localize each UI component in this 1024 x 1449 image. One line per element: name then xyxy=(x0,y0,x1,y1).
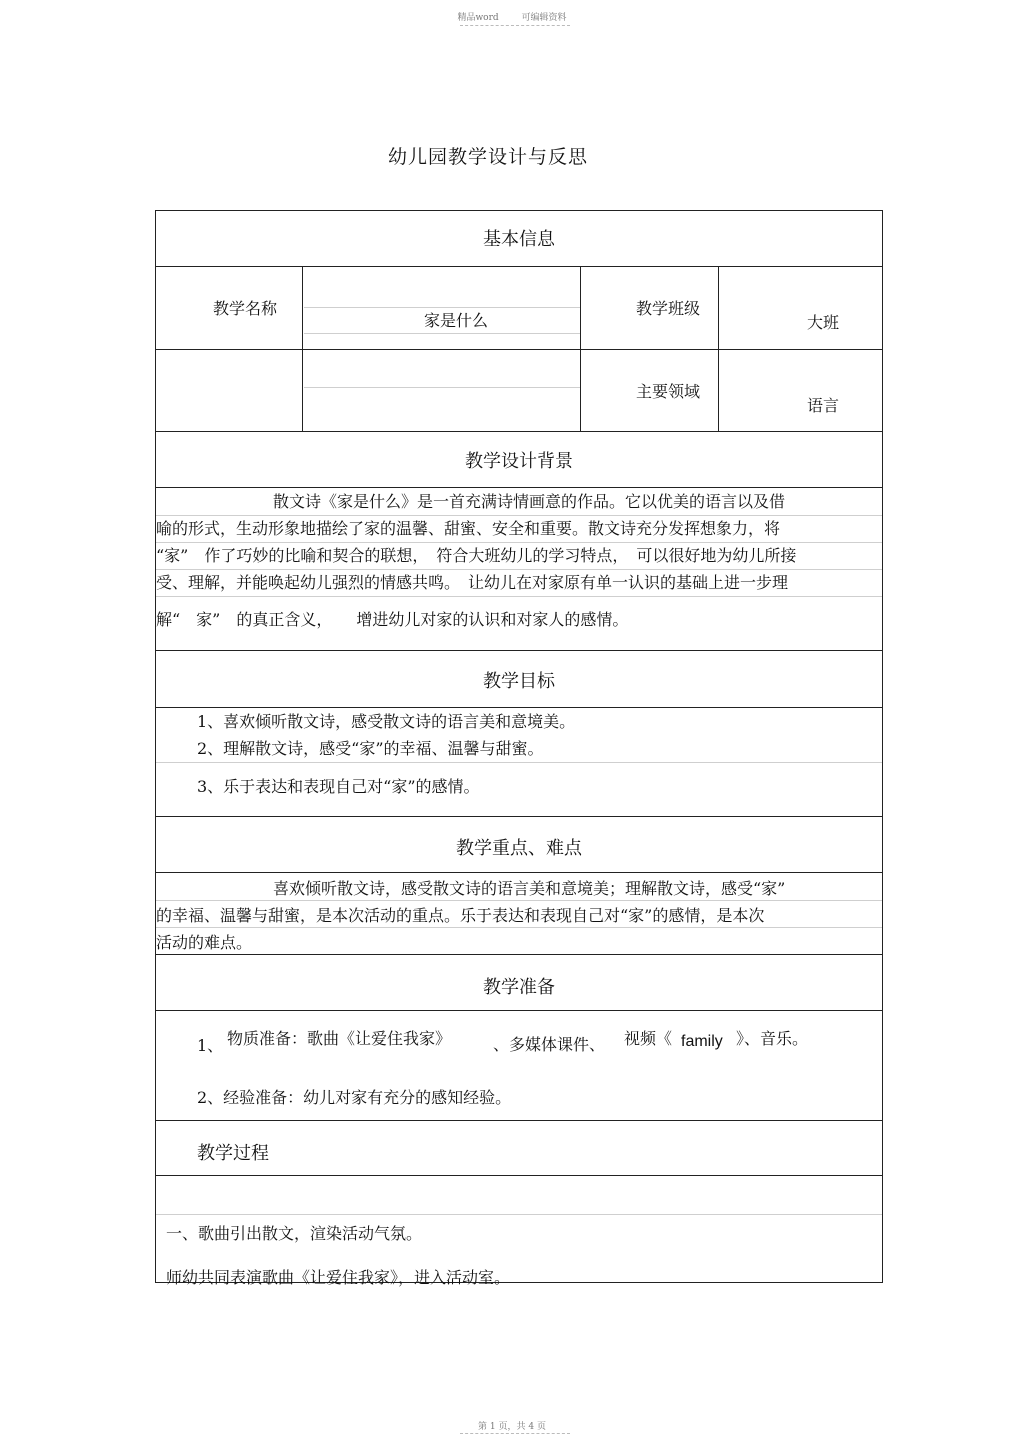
preparation-item1-number: 1、 xyxy=(197,1036,224,1055)
rule xyxy=(156,816,882,817)
faint-rule xyxy=(304,387,580,388)
footer-divider xyxy=(460,1433,570,1434)
preparation-item1-video: 视频《 xyxy=(624,1029,673,1048)
domain-value: 语言 xyxy=(807,396,840,415)
header-divider xyxy=(460,25,570,26)
key-points-line: 活动的难点。 xyxy=(156,933,253,952)
rule xyxy=(156,349,882,350)
key-points-heading: 教学重点、难点 xyxy=(456,838,582,859)
rule xyxy=(156,954,882,955)
key-points-line: 喜欢倾听散文诗，感受散文诗的语言美和意境美；理解散文诗，感受“家” xyxy=(273,879,786,898)
objective-item: 1、喜欢倾听散文诗，感受散文诗的语言美和意境美。 xyxy=(197,712,576,731)
process-heading: 教学过程 xyxy=(197,1143,269,1164)
faint-rule xyxy=(156,762,882,763)
background-line: 受、理解，并能唤起幼儿强烈的情感共鸣。 让幼儿在对家原有单一认识的基础上进一步理 xyxy=(156,573,789,592)
domain-label: 主要领域 xyxy=(636,382,701,401)
col-rule xyxy=(718,266,719,431)
rule xyxy=(156,1010,882,1011)
preparation-item2: 2、经验准备：幼儿对家有充分的感知经验。 xyxy=(197,1088,512,1107)
header-right: 可编辑资料 xyxy=(521,13,567,23)
background-heading: 教学设计背景 xyxy=(465,451,573,472)
rule xyxy=(156,266,882,267)
class-label: 教学班级 xyxy=(636,299,701,318)
page-header xyxy=(0,10,1024,23)
lesson-plan-table xyxy=(155,210,883,1287)
preparation-heading: 教学准备 xyxy=(483,977,555,998)
background-line: 解“ 家” 的真正含义， 增进幼儿对家的认识和对家人的感情。 xyxy=(156,610,629,629)
faint-rule xyxy=(156,900,882,901)
faint-rule xyxy=(156,927,882,928)
rule xyxy=(156,872,882,873)
preparation-item1-material: 物质准备：歌曲《让爱住我家》 xyxy=(227,1029,452,1048)
basic-info-heading: 基本信息 xyxy=(483,229,555,250)
faint-rule xyxy=(156,1214,882,1215)
header-left: 精品word xyxy=(457,13,499,23)
objective-item: 2、理解散文诗，感受“家”的幸福、温馨与甜蜜。 xyxy=(197,739,544,758)
name-value: 家是什么 xyxy=(424,311,489,330)
process-step1-title: 一、歌曲引出散文，渲染活动气氛。 xyxy=(166,1224,423,1243)
document-title: 幼儿园教学设计与反思 xyxy=(387,146,588,168)
faint-rule xyxy=(304,333,580,334)
background-line: 散文诗《家是什么》是一首充满诗情画意的作品。它以优美的语言以及借 xyxy=(273,492,786,511)
objectives-heading: 教学目标 xyxy=(483,671,555,692)
rule xyxy=(156,431,882,432)
preparation-item1-family: family xyxy=(681,1033,723,1050)
class-value: 大班 xyxy=(807,313,840,332)
background-line: “家” 作了巧妙的比喻和契合的联想， 符合大班幼儿的学习特点， 可以很好地为幼儿所接 xyxy=(156,546,797,565)
rule xyxy=(156,1120,882,1121)
rule xyxy=(156,487,882,488)
rule xyxy=(156,1175,882,1176)
background-line: 喻的形式，生动形象地描绘了家的温馨、甜蜜、安全和重要。散文诗充分发挥想象力，将 xyxy=(156,519,781,538)
faint-rule xyxy=(156,596,882,597)
objective-item: 3、乐于表达和表现自己对“家”的感情。 xyxy=(197,777,480,796)
col-rule xyxy=(302,266,303,431)
page-footer: 第 1 页，共 4 页 xyxy=(478,1422,546,1432)
rule xyxy=(156,650,882,651)
name-label: 教学名称 xyxy=(213,299,278,318)
preparation-item1-media: 、多媒体课件、 xyxy=(493,1035,606,1054)
preparation-item1-music: 》、音乐。 xyxy=(736,1029,809,1048)
col-rule xyxy=(580,266,581,431)
rule xyxy=(156,707,882,708)
process-step1-text: 师幼共同表演歌曲《让爱住我家》，进入活动室。 xyxy=(166,1268,511,1287)
key-points-line: 的幸福、温馨与甜蜜，是本次活动的重点。乐于表达和表现自己对“家”的感情，是本次 xyxy=(156,906,765,925)
